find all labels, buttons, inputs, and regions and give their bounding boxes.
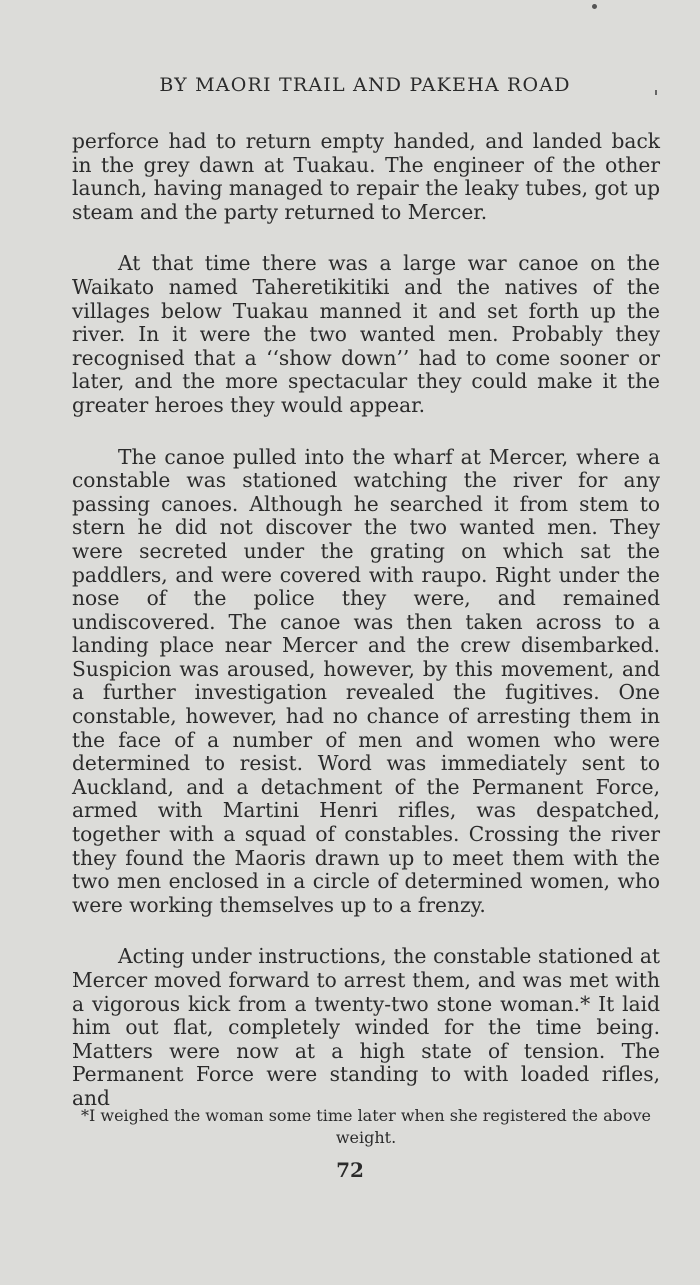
running-header: BY MAORI TRAIL AND PAKEHA ROAD [159, 74, 571, 96]
paragraph: At that time there was a large war canoe on the Waikato named Taheretikitiki and the natives of the villages below Tuakau manned it and set forth up the river. In it were the two wanted men. Probably they recognised that a ‘‘show down’’ had to come sooner or later, and the more spectacular they could make it the greater heroes they would appear. [72, 251, 660, 417]
footnote: *I weighed the woman some time later when she registered the above weight. [80, 1106, 652, 1147]
page-number: 72 [336, 1158, 364, 1182]
paragraph: Acting under instructions, the constable stationed at Mercer moved forward to arrest them, and was met with a vigorous kick from a twenty-two stone woman.* It laid him out flat, completely winded for the time being. Matters were now at a high state of tension. The Permanent Force were standing to with loaded rifles, and [72, 944, 660, 1110]
body-text [72, 130, 660, 1111]
paragraph-continuation: perforce had to return empty handed, and landed back in the grey dawn at Tuakau. The engineer of the other launch, having managed to repair the leaky tubes, got up steam and the party returned to Mercer. [72, 129, 660, 224]
speck-mark [592, 4, 597, 9]
paragraph: The canoe pulled into the wharf at Mercer, where a constable was stationed watching the river for any passing canoes. Although he searched it from stem to stern he did not discover the two wanted men. They were secreted under the grating on which sat the paddlers, and were covered with raupo. Right under the nose of the police they were, and remained undiscovered. The canoe was then taken across to a landing place near Mercer and the crew disembarked. Suspicion was aroused, however, by this movement, and a further investigation revealed the fugitives. One constable, however, had no chance of arresting them in the face of a number of men and women who were determined to resist. Word was immediately sent to Auckland, and a detachment of the Permanent Force, armed with Martini Henri rifles, was despatched, together with a squad of constables. Crossing the river they found the Maoris drawn up to meet them with the two men enclosed in a circle of determined women, who were working themselves up to a frenzy. [72, 444, 660, 917]
